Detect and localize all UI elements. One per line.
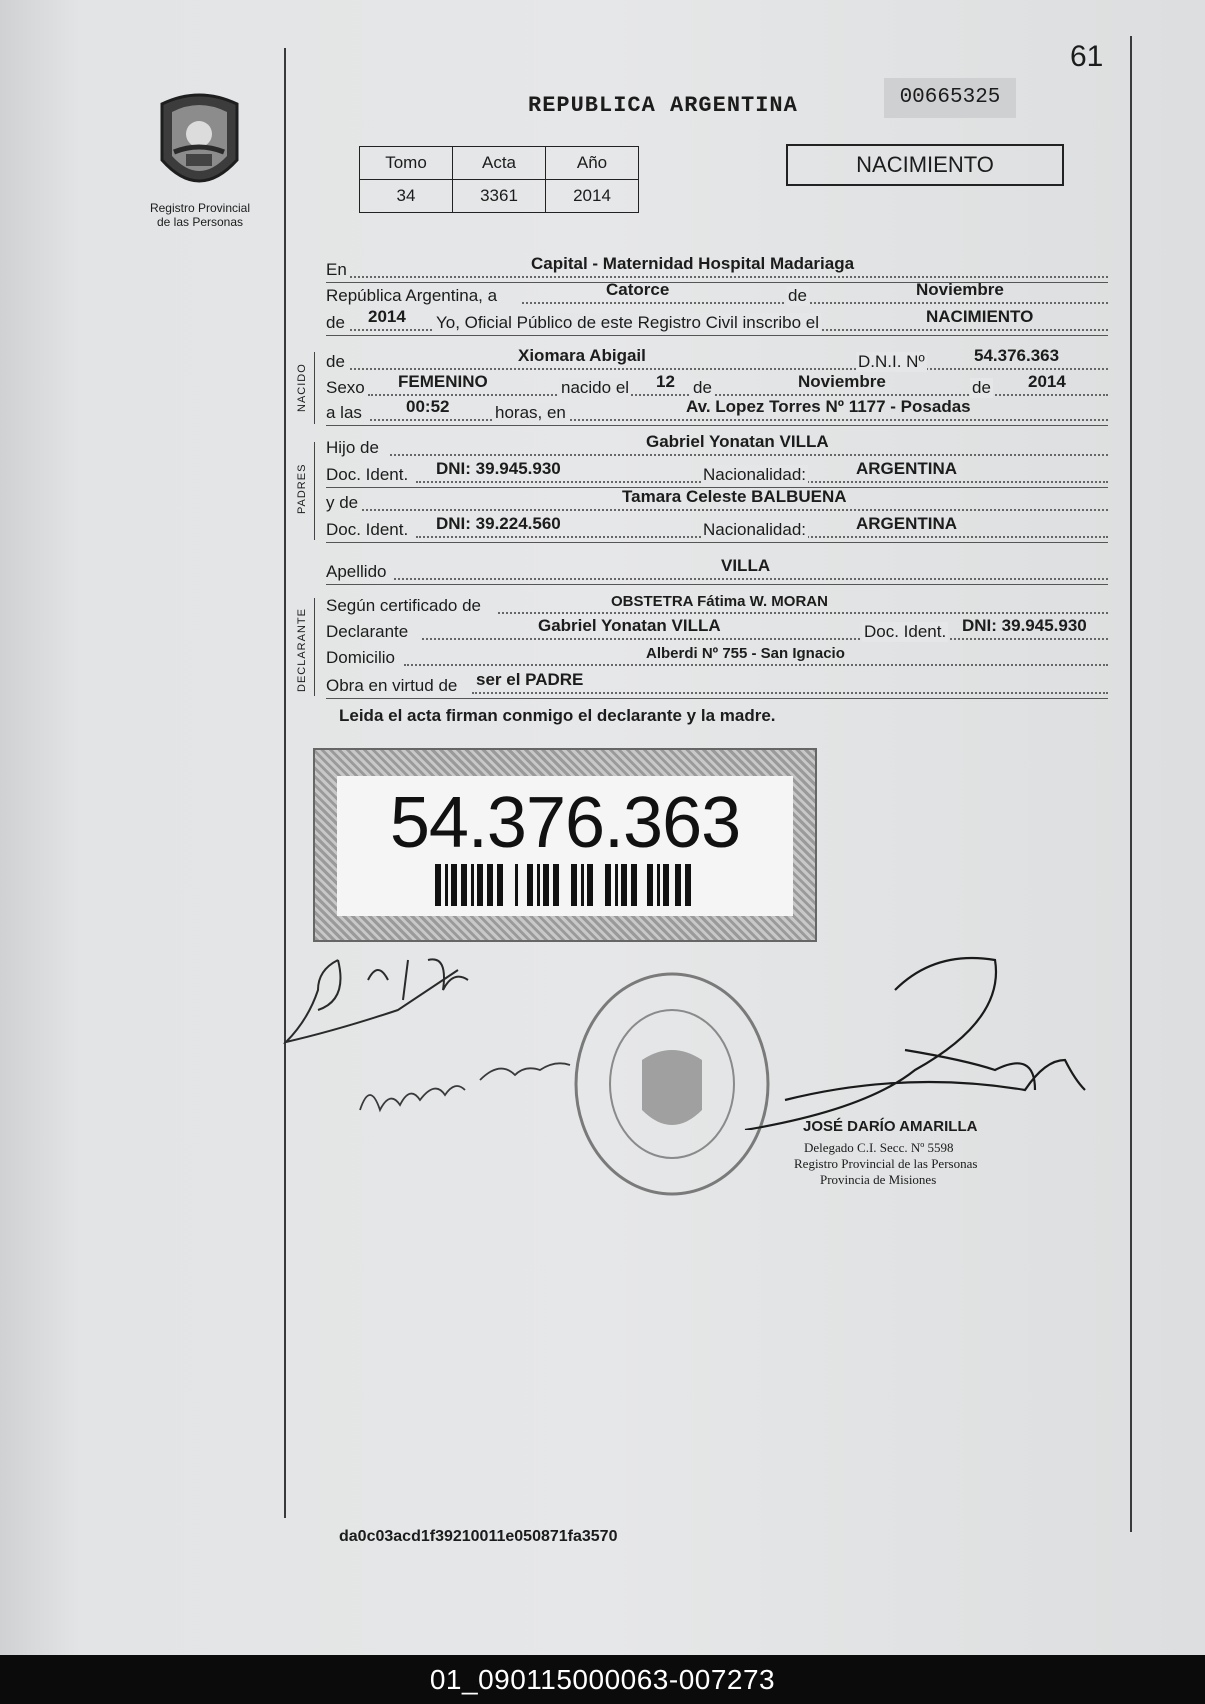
father-name: Gabriel Yonatan VILLA <box>646 432 829 451</box>
nacido-section-label: NACIDO <box>296 363 308 412</box>
mother-name: Tamara Celeste BALBUENA <box>622 487 847 506</box>
birth-month: Noviembre <box>798 372 886 391</box>
apellido-row <box>326 554 1108 585</box>
father-nat: ARGENTINA <box>856 459 958 478</box>
birth-year: 2014 <box>1028 372 1066 391</box>
yde-label: y de <box>326 493 359 512</box>
declarante-doc: DNI: 39.945.930 <box>962 616 1087 635</box>
registry-caption-line2: de las Personas <box>156 215 244 229</box>
record-date-row <box>326 278 1108 308</box>
official-signature <box>705 950 1100 1130</box>
rep-label: República Argentina, a <box>326 286 498 305</box>
place-value: Capital - Maternidad Hospital Madariaga <box>531 254 855 273</box>
tomo-value: 34 <box>360 180 453 213</box>
father-nat-label: Nacionalidad: <box>703 465 807 484</box>
sexo-label: Sexo <box>326 378 365 397</box>
en-label: En <box>326 260 347 279</box>
apellido-label: Apellido <box>326 562 387 581</box>
obra-value: ser el PADRE <box>476 670 584 689</box>
tomo-header: Tomo <box>360 147 453 180</box>
day-word-value: Catorce <box>606 280 670 299</box>
barcode-icon <box>435 864 695 906</box>
province-emblem-icon <box>152 90 247 200</box>
declarante-name: Gabriel Yonatan VILLA <box>538 616 721 635</box>
child-name: Xiomara Abigail <box>518 346 646 365</box>
year-value: 2014 <box>368 307 406 326</box>
father-doc-label: Doc. Ident. <box>326 465 409 484</box>
father-doc-row <box>326 457 1108 488</box>
declarante-section-label: DECLARANTE <box>296 608 308 692</box>
closing-statement: Leida el acta firman conmigo el declarante y la madre. <box>339 706 776 725</box>
birth-address: Av. Lopez Torres Nº 1177 - Posadas <box>686 397 971 416</box>
child-dni: 54.376.363 <box>974 346 1060 365</box>
mother-nat: ARGENTINA <box>856 514 958 533</box>
mother-doc: DNI: 39.224.560 <box>436 514 561 533</box>
cert-value: OBSTETRA Fátima W. MORAN <box>611 593 828 610</box>
mother-signature <box>350 1040 580 1140</box>
dni-sticker <box>313 748 817 942</box>
sexo-value: FEMENINO <box>398 372 488 391</box>
book-reference-table <box>359 146 639 213</box>
declarante-label: Declarante <box>326 622 409 641</box>
acta-value: 3361 <box>453 180 546 213</box>
apellido-value: VILLA <box>721 556 771 575</box>
month-value: Noviembre <box>916 280 1004 299</box>
nacido-el-label: nacido el <box>561 378 630 397</box>
horas-label: horas, en <box>495 403 566 422</box>
nacido-time-row <box>326 395 1108 426</box>
birth-de1: de <box>693 378 712 397</box>
page-number: 61 <box>1070 40 1104 73</box>
dni-sticker-number: 54.376.363 <box>389 783 741 863</box>
cert-label: Según certificado de <box>326 596 481 615</box>
registry-caption-line1: Registro Provincial <box>149 201 251 215</box>
official-title <box>794 1140 977 1188</box>
mother-doc-label: Doc. Ident. <box>326 520 409 539</box>
registry-caption <box>130 201 270 229</box>
declarante-doc-label: Doc. Ident. <box>864 622 947 641</box>
anio-header: Año <box>546 147 639 180</box>
father-name-row <box>326 430 1108 460</box>
obra-label: Obra en virtud de <box>326 676 458 695</box>
yo-label: Yo, Oficial Público de este Registro Civil inscribo el <box>436 313 819 332</box>
record-event-row <box>326 305 1108 336</box>
domicilio-row <box>326 640 1108 670</box>
domicilio-label: Domicilio <box>326 648 395 667</box>
birth-time: 00:52 <box>406 397 450 416</box>
mother-name-row <box>326 485 1108 515</box>
de-label: de <box>788 286 807 305</box>
year-prefix-label: de <box>326 313 345 332</box>
alas-label: a las <box>326 403 362 422</box>
official-name: JOSÉ DARÍO AMARILLA <box>803 1118 978 1135</box>
country-title: REPUBLICA ARGENTINA <box>528 93 798 118</box>
birth-de2: de <box>972 378 991 397</box>
official-title-line2: Registro Provincial de las Personas <box>794 1156 978 1171</box>
hijo-label: Hijo de <box>326 438 379 457</box>
birth-day: 12 <box>656 372 675 391</box>
father-signature <box>278 940 493 1050</box>
mother-nat-label: Nacionalidad: <box>703 520 807 539</box>
right-border-line <box>1130 36 1132 1532</box>
document-type-box: NACIMIENTO <box>786 144 1064 186</box>
de-label-2: de <box>326 352 345 371</box>
file-id-bar: 01_090115000063-007273 <box>0 1655 1205 1704</box>
event-value: NACIMIENTO <box>926 307 1034 326</box>
left-border-line <box>284 48 286 1518</box>
padres-section-label: PADRES <box>296 463 308 514</box>
serial-number: 00665325 <box>884 78 1016 118</box>
dni-label: D.N.I. Nº <box>858 352 925 371</box>
mother-doc-row <box>326 512 1108 543</box>
anio-value: 2014 <box>546 180 639 213</box>
acta-header: Acta <box>453 147 546 180</box>
domicilio-value: Alberdi Nº 755 - San Ignacio <box>646 645 845 662</box>
obra-row <box>326 668 1108 699</box>
father-doc: DNI: 39.945.930 <box>436 459 561 478</box>
official-title-line3: Provincia de Misiones <box>820 1172 937 1187</box>
official-title-line1: Delegado C.I. Secc. Nº 5598 <box>804 1140 954 1155</box>
document-hash: da0c03acd1f39210011e050871fa3570 <box>339 1528 618 1545</box>
